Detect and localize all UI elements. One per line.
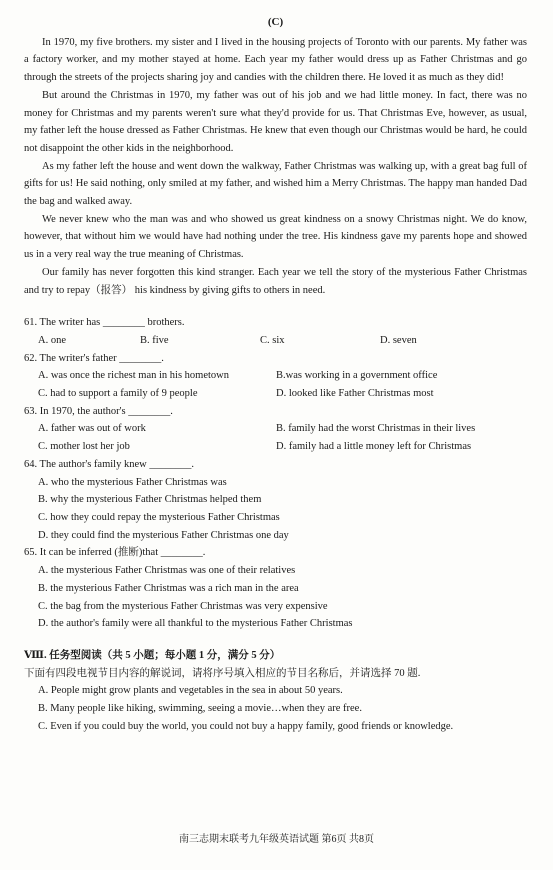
section-title: Ⅷ. 任务型阅读（共 5 小题；每小题 1 分，满分 5 分） <box>24 649 281 661</box>
question-stem: 62. The writer's father ________. <box>24 352 164 364</box>
option-c: C. the bag from the mysterious Father Christmas was very expensive <box>38 600 328 612</box>
passage-paragraph-4: We never knew who the man was and who showed us great kindness on a snowy Christmas night. We do know, however, that without him we would have had nothing under the tree. His kindness gave my parents hope and showed us in a very real way the true meaning of Christmas. <box>24 213 527 261</box>
option-list <box>24 367 527 402</box>
question-63 <box>24 403 527 456</box>
task-item-c: C. Even if you could buy the world, you could not buy a happy family, good friends or knowledge. <box>38 720 454 732</box>
question-62 <box>24 350 527 403</box>
question-stem: 64. The author's family knew ________. <box>24 458 194 470</box>
option-b: B. the mysterious Father Christmas was a rich man in the area <box>38 582 299 594</box>
option-b: B. family had the worst Christmas in their lives <box>276 423 476 435</box>
option-a: A. who the mysterious Father Christmas was <box>38 476 227 488</box>
option-a: A. was once the richest man in his hometown <box>38 370 229 382</box>
option-d: D. they could find the mysterious Father Christmas one day <box>38 529 289 541</box>
reading-passage <box>24 34 527 300</box>
question-stem: 61. The writer has ________ brothers. <box>24 317 185 329</box>
option-b: B. five <box>140 334 169 346</box>
option-d: D. the author's family were all thankful to the mysterious Father Christmas <box>38 618 353 630</box>
option-list <box>24 562 527 633</box>
task-reading-section <box>24 647 527 736</box>
question-list <box>24 314 527 633</box>
question-65 <box>24 544 527 633</box>
section-instruction: 下面有四段电视节目内容的解说词，请将序号填入相应的节目名称后，并请选择 70 题. <box>24 667 421 679</box>
option-d: D. seven <box>380 334 417 346</box>
task-item-a: A. People might grow plants and vegetables in the sea in about 50 years. <box>38 685 343 697</box>
question-stem: 65. It can be inferred (推断)that ________. <box>24 547 206 559</box>
option-d: D. family had a little money left for Christmas <box>276 441 472 453</box>
option-b: B. why the mysterious Father Christmas helped them <box>38 494 262 506</box>
passage-paragraph-2: But around the Christmas in 1970, my father was out of his job and we had little money. In fact, there was no money for Christmas and my parents weren't sure what they'd provide for us. That Christmas Eve, however, as usual, my father left the house dressed as Father Christmas. He knew that even though our Christmas would be hard, he could not disappoint the other kids in the neighborhood. <box>24 89 527 154</box>
option-c: C. how they could repay the mysterious Father Christmas <box>38 511 280 523</box>
question-61 <box>24 314 527 349</box>
option-c: C. mother lost her job <box>38 441 130 453</box>
task-item-b: B. Many people like hiking, swimming, seeing a movie…when they are free. <box>38 703 362 715</box>
section-label: (C) <box>267 16 284 28</box>
question-stem: 63. In 1970, the author's ________. <box>24 405 173 417</box>
option-list <box>24 420 527 455</box>
option-b: B.was working in a government office <box>276 370 438 382</box>
option-c: C. six <box>260 334 285 346</box>
option-list <box>24 474 527 545</box>
option-a: A. the mysterious Father Christmas was one of their relatives <box>38 565 296 577</box>
option-c: C. had to support a family of 9 people <box>38 388 198 400</box>
option-d: D. looked like Father Christmas most <box>276 388 434 400</box>
passage-paragraph-1: In 1970, my five brothers. my sister and I lived in the housing projects of Toronto with our parents. My father was a factory worker, and my mother stayed at home. Each year my father would dress up as Father Christmas and go through the streets of the projects sharing joy and candies with the children there. He loved it as much as they did! <box>24 36 527 84</box>
option-list <box>24 332 527 350</box>
option-a: A. one <box>38 334 66 346</box>
passage-paragraph-3: As my father left the house and went down the walkway, Father Christmas was walking up, with a great bag full of gifts for us! He said nothing, only smiled at my father, and wished him a Merry Christmas. The happy man handed Dad the bag and walked away. <box>24 160 527 208</box>
passage-paragraph-5: Our family has never forgotten this kind stranger. Each year we tell the story of the mysterious Father Christmas and try to repay（报答） his kindness by giving gifts to others in need. <box>24 266 527 296</box>
page-footer: 南三志期末联考九年级英语试题 第6页 共8页 <box>179 834 374 845</box>
option-a: A. father was out of work <box>38 423 146 435</box>
question-64 <box>24 456 527 545</box>
